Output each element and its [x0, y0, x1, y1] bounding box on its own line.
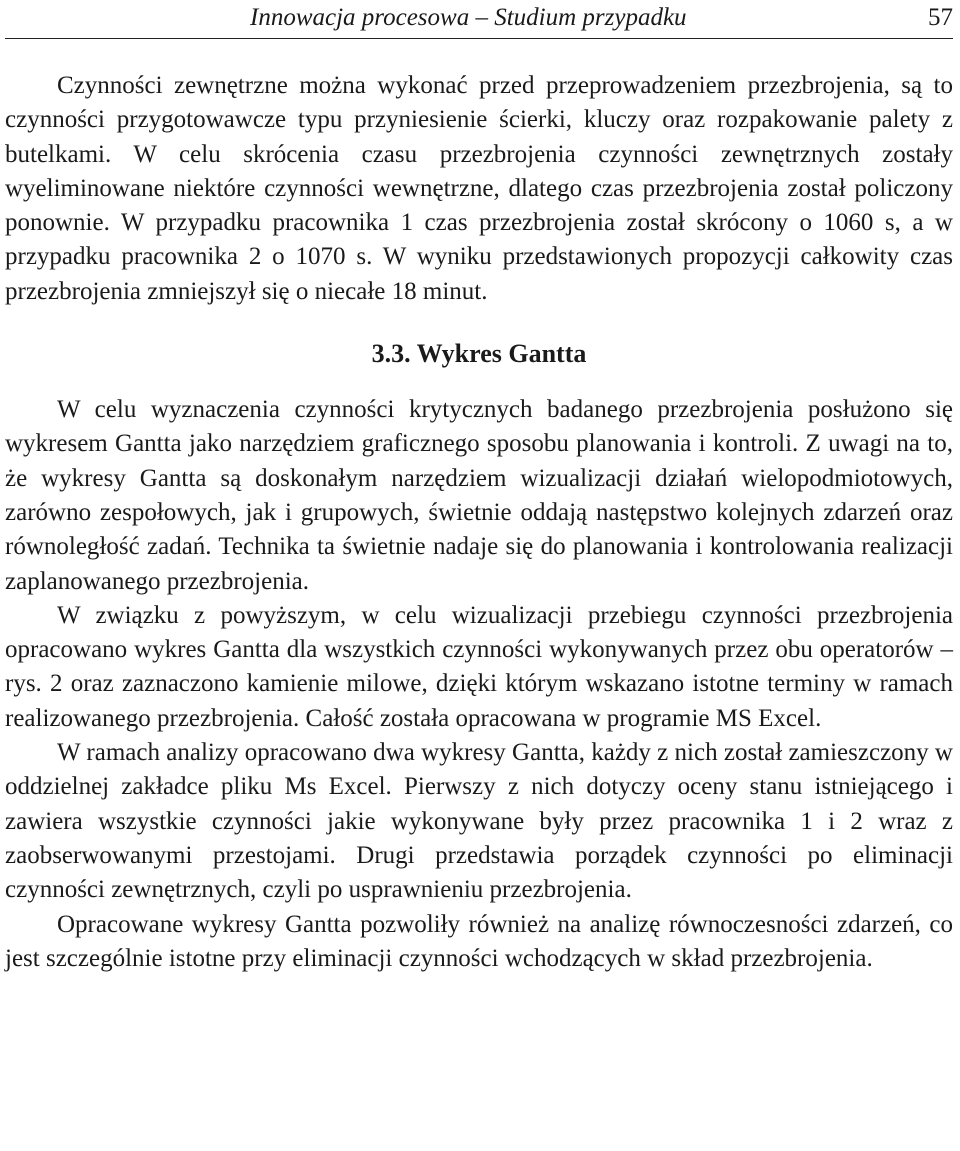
paragraph: W związku z powyższym, w celu wizualizacji przebiegu czynności przezbrojenia opracowano wykres Gantta dla wszystkich czynności wykonywanych przez obu operatorów – rys. 2 oraz zaznaczono kamienie milowe, dzięki którym wskazano istotne terminy w ramach realizowanego przezbrojenia. Całość została opracowana w programie MS Excel. — [5, 601, 953, 732]
paragraph: Opracowane wykresy Gantta pozwoliły również na analizę równoczesności zdarzeń, co jest szczególnie istotne przy eliminacji czynności wchodzących w skład przezbrojenia. — [5, 910, 953, 972]
paragraph: Czynności zewnętrzne można wykonać przed przeprowadzeniem przezbrojenia, są to czynności przygotowawcze typu przyniesienie ścierki, kluczy oraz rozpakowanie palety z butelkami. W celu skrócenia czasu przezbrojenia czynności zewnętrznych zostały wyeliminowane niektóre czynności wewnętrzne, dlatego czas przezbrojenia został policzony ponownie. W przypadku pracownika 1 czas przezbrojenia został skrócony o 1060 s, a w przypadku pracownika 2 o 1070 s. W wyniku przedstawionych propozycji całkowity czas przezbrojenia zmniejszył się o niecałe 18 minut. — [5, 72, 953, 305]
paragraph: W ramach analizy opracowano dwa wykresy Gantta, każdy z nich został zamieszczony w oddzielnej zakładce pliku Ms Excel. Pierwszy z nich dotyczy oceny stanu istniejącego i zawiera wszystkie czynności jakie wykonywane były przez pracownika 1 i 2 wraz z zaobserwowanymi przestojami. Drugi przedstawia porządek czynności po eliminacji czynności zewnętrznych, czyli po usprawnieniu przezbrojenia. — [5, 739, 953, 904]
section-heading: 3.3. Wykres Gantta — [371, 339, 587, 369]
running-title: Innowacja procesowa – Studium przypadku — [250, 4, 687, 31]
document-page — [5, 0, 953, 976]
page-number: 57 — [928, 4, 953, 31]
paragraph: W celu wyznaczenia czynności krytycznych badanego przezbrojenia posłużono się wykresem Gantta jako narzędziem graficznego sposobu planowania i kontroli. Z uwagi na to, że wykresy Gantta są doskonałym narzędziem wizualizacji działań wielopodmiotowych, zarówno zespołowych, jak i grupowych, świetnie oddają następstwo kolejnych zdarzeń oraz równoległość zadań. Technika ta świetnie nadaje się do planowania i kontrolowania realizacji zaplanowanego przezbrojenia. — [5, 396, 953, 595]
body-text — [5, 69, 953, 976]
running-header — [5, 0, 953, 39]
